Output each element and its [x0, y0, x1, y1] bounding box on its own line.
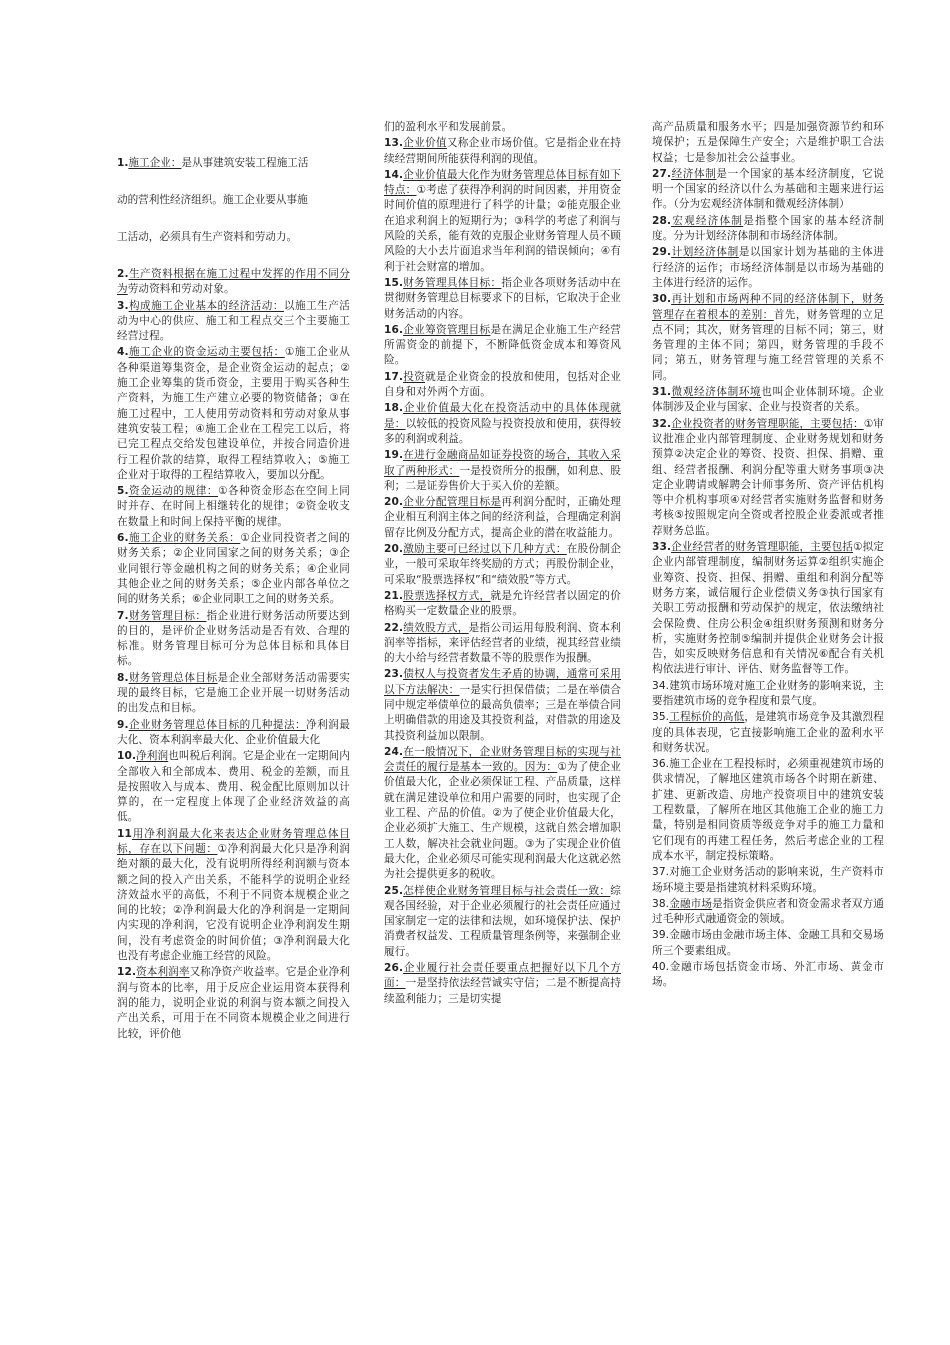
item-text: 动的营利性经济组织。施工企业要从事施: [117, 194, 308, 206]
item-text: 是指公司运用每股利润、资本利润率等指标，来评估经营者的业绩，视其经营业绩的大小给与经营者数量不等的股票作为报酬。: [384, 621, 621, 665]
item-text: ①各种资金形态在空间上同时并存、在时间上相继转化的规律；②资金收支在数量上和时间上保持平衡的规律。: [117, 485, 350, 528]
item-text: 工活动，必须具有生产资料和劳动力。: [117, 231, 298, 243]
item-number: 19.: [384, 449, 404, 462]
item-35: [652, 710, 884, 756]
item-text: 是企业全部财务活动需要实现的最终目标，它是施工企业开展一切财务活动的出发点和目标。: [117, 671, 350, 715]
item-text: 就是企业资金的投放和使用，包括对企业自身和对外两个方面。: [384, 370, 621, 399]
item-30: [652, 292, 884, 384]
item-number: 1.: [117, 157, 129, 169]
item-number: 40.: [652, 961, 670, 974]
item-number: 15.: [384, 276, 404, 289]
item-text: 对施工企业财务活动的影响来说，生产资料市场环境主要是指建筑材料采购环境。: [652, 866, 884, 894]
item-38: [652, 897, 884, 928]
item-number: 34.: [652, 679, 670, 692]
item-number: 21.: [384, 589, 404, 602]
item-title: 在一般情况下，企业财务管理目标的实现与社会责任的履行是基本一致的。因为：: [384, 745, 621, 774]
item-text: 施工企业在工程投标时，必须重视建筑市场的供求情况，了解地区建筑市场各个时期在新建、扩建、更新改造、房地产投资项目中的建筑安装工程数量，了解所在地区其他施工企业的施工力量，特别是相同资质等级竞争对手的施工力量和它们现有的再建工程任务，然后考虑企业的工程成本水平，制定投标策略。: [652, 758, 884, 862]
item-number: 37.: [652, 866, 670, 879]
item-25: [384, 884, 621, 960]
item-number: 39.: [652, 929, 670, 942]
item-14: [384, 168, 621, 275]
item-text: 以施工生产活动为中心的供应、施工和工程点交三个主要施工经营过程。: [117, 299, 350, 343]
item-28: [652, 214, 884, 245]
item-title: 企业价值最大化作为财务管理总体目标有如下特点：: [384, 168, 621, 197]
item-number: 25.: [384, 884, 404, 897]
item-number: 27.: [652, 167, 672, 180]
item-number: 2.: [117, 268, 129, 280]
item-number: 5.: [117, 485, 129, 498]
item-text: 们的盈利水平和发展前景。: [384, 121, 513, 133]
item-31: [652, 385, 884, 416]
item-text: 一是投资所分的报酬，如利息、股利；二是证券售价大于买入价的差额。: [384, 464, 621, 492]
item-title: 构成施工企业基本的经济活动：: [128, 299, 284, 312]
item-title: 资金运动的规律：: [128, 485, 219, 498]
item-20a: [384, 495, 621, 541]
item-number: 8.: [117, 671, 129, 684]
item-26-cont: [652, 120, 884, 166]
item-number: 33.: [652, 541, 672, 554]
item-text: ①审议批准企业内部管理制度、企业财务规划和财务预算②决定企业的筹资、投资、担保、捐赠、重组、经营者报酬、利润分配等重大财务事项③决定企业聘请或解聘会计师事务所、资产评估机构等中介机构事项④对经营者实施财务监督和财务考核⑤按照规定向全资或者控股企业委派或者推荐财务总监。: [652, 417, 884, 537]
item-number: 23.: [384, 668, 404, 681]
item-number: 3.: [117, 299, 129, 312]
item-36: [652, 757, 884, 864]
item-title: 股票选择权方式，: [403, 589, 491, 602]
item-number: 4.: [117, 346, 129, 359]
item-title: 用净利润最大化来表达企业财务管理总体目标，存在以下问题：: [117, 827, 350, 855]
item-text: 以较低的投资风险与投资投放和使用，获得较多的利润或利益。: [384, 417, 622, 445]
item-text: ①为了使企业价值最大化，企业必须保证工程、产品质量，这样就在满足建设单位和用户需要的同时，也实现了企业工程、产品的价值。②为了使企业价值最大化，企业必须扩大施工、生产规模，这就自然会增加职工人数，解决社会就业问题。③为了实现企业价值最大化，企业必须尽可能实现利润最大化这就必然为社会提供更多的税收。: [384, 761, 621, 881]
item-title: 财务管理具体目标：: [403, 276, 502, 289]
item-15: [384, 276, 621, 322]
column-2: [384, 120, 621, 1008]
item-title: 财务管理目标：: [128, 609, 207, 622]
item-number: 13.: [384, 137, 404, 150]
intro-line-2: [117, 193, 350, 208]
item-3: [117, 299, 350, 345]
item-39: [652, 928, 884, 959]
item-text: ①施工企业从各种渠道筹集资金，是企业资金运动的起点；②施工企业筹集的货币资金，主要用于购买各种生产资料，为施工生产建立必要的物资储备；③在施工过程中，工人使用劳动资料和劳动对象从事建筑安装工程；④施工企业在工程完工以后，将已完工程点交给发包建设单位，并按合同造价进行工程价款的结算，取得工程结算收入；⑤施工企业对于取得的工程结算收入，要加以分配。: [117, 346, 350, 481]
item-title: 金融市场: [669, 897, 713, 910]
item-title: 企业履行社会责任要重点把握好以下几个方面：: [384, 962, 621, 990]
item-number: 31.: [652, 386, 672, 399]
item-number: 12.: [117, 966, 137, 979]
item-12-cont: [384, 120, 621, 135]
item-text: 再利润分配时，正确处理企业相互利润主体之间的经济利益，合理确定利润留存比例及分配方式，提高企业的潜在收益能力。: [384, 496, 621, 539]
item-number: 36.: [652, 758, 670, 771]
item-title: 工程标价的高低: [669, 711, 745, 724]
item-text: ①拟定企业内部管理制度，编制财务运算②组织实施企业筹资、投资、担保、捐赠、重组和利润分配等财务方案，诚信履行企业偿债义务③执行国家有关职工劳动报酬和劳动保护的规定，依法缴纳社会保险费、住房公积金④组织财务预测和财务分析，实施财务控制⑤编制并提供企业财务会计报告，如实反映财务信息和有关情况⑥配合有关机构依法进行审计、评估、财务监督等工作。: [652, 541, 884, 676]
item-26: [384, 961, 621, 1007]
item-title: 投资: [403, 370, 426, 383]
item-10: [117, 749, 350, 825]
item-text: 一是坚持依法经营诚实守信；二是不断提高持续盈利能力；三是切实提: [384, 977, 622, 1005]
item-text: 金融市场由金融市场主体、金融工具和交易场所三个要素组成。: [652, 929, 884, 957]
item-title: 财务管理总体目标: [128, 671, 218, 684]
item-text: 一是实行担保借债；二是在举债合同中规定举债单位的最高负债率；三是在举债合同上明确借款的用途及其投资利益，对借款的用途及其投资利益加以限制。: [384, 683, 621, 742]
item-title: 企业价值最大化在投资活动中的具体体现就是：: [384, 402, 621, 430]
item-title: 绩效股方式，: [403, 621, 469, 634]
item-title: 企业筹资管理目标: [403, 323, 491, 336]
item-text: 是指整个国家的基本经济制度。分为计划经济体制和市场经济体制。: [652, 214, 884, 243]
item-27: [652, 167, 884, 213]
item-title: 企业价值: [403, 137, 447, 150]
item-text: 也叫税后利润。它是企业在一定期间内全部收入和全部成本、费用、税金的差额，而且是按照收入与成本、费用、税金配比原则加以计算的，在一定程度上体现了企业经济效益的高低。: [117, 750, 350, 824]
item-text: 是在满足企业施工生产经营所需资金的前提下，不断降低资金成本和筹资风险。: [384, 323, 621, 367]
item-title: 怎样使企业财务管理目标与社会责任一致：: [403, 884, 611, 897]
item-text: 是以国家计划为基础的主体进行经济的运作；市场经济体制是以市场为基础的主体进行经济的运作。: [652, 246, 884, 289]
item-title: 债权人与投资者发生矛盾的协调，通常可采用以下方法解决：: [384, 668, 621, 696]
item-6: [117, 531, 350, 607]
item-13: [384, 136, 621, 167]
item-12: [117, 965, 350, 1041]
item-text: 就是允许经营者以固定的价格购买一定数量企业的股票。: [384, 589, 621, 618]
item-text: 建筑市场环境对施工企业财务的影响来说，主要指建筑市场的竞争程度和景气度。: [652, 679, 884, 707]
item-number: 20.: [384, 543, 404, 556]
item-title: 净利润: [136, 750, 169, 763]
item-number: 30.: [652, 293, 672, 306]
item-title: 施工企业：: [128, 157, 182, 169]
item-title: 在进行金融商品如证券投资的场合，其收入采取了两种形式：: [384, 449, 621, 477]
item-17: [384, 370, 621, 401]
item-text: 指企业各项财务活动中在贯彻财务管理总目标要求下的目标，它取决于企业财务活动的内容。: [384, 276, 621, 320]
intro-block: [117, 156, 350, 245]
item-number: 26.: [384, 962, 404, 975]
item-34: [652, 679, 884, 710]
item-text: 也叫企业体制环境。企业体制涉及企业与国家、企业与投资者的关系。: [652, 386, 884, 414]
item-text: 净利润最大化、资本利润率最大化、企业价值最大化: [117, 718, 350, 746]
item-text: ，是建筑市场竞争及其激烈程度的具体表现，它直接影响施工企业的盈利水平和财务状况。: [652, 711, 884, 754]
item-8: [117, 671, 350, 717]
item-number: 7.: [117, 609, 129, 622]
item-text: 是从事建筑安装工程施工活: [181, 157, 309, 169]
item-40: [652, 960, 884, 991]
item-text: 是指资金供应者和资金需求者双方通过毛种形式融通资金的领域。: [652, 897, 884, 926]
item-text: ①考虑了获得净利润的时间因素，并用资金时间价值的原理进行了科学的计量；②能克服企业在追求利润上的短期行为；③科学的考虑了利润与风险的关系，能有效的克服企业财务管理人员不顾风险的大小去片面追求当年利润的错误倾向；④有利于社会财富的增加。: [384, 184, 621, 273]
item-22: [384, 621, 621, 667]
item-5: [117, 484, 350, 530]
item-text: 在股份制企业，一般可采取年终奖励的方式；再股份制企业，可采取“股票选择权”和“绩效股”等方式。: [384, 543, 622, 586]
item-text: ①企业同投资者之间的财务关系；②企业同国家之间的财务关系；③企业同银行等金融机构之间的财务关系；④企业同其他企业之间的财务关系；⑤企业内部各单位之间的财务关系；⑥企业同职工之间的财务关系。: [117, 532, 350, 606]
item-title: 施工企业的财务关系：: [128, 532, 241, 545]
item-title: 企业分配管理目标是: [403, 496, 502, 509]
item-37: [652, 865, 884, 896]
item-23: [384, 667, 621, 743]
item-title: 微观经济体制环境: [671, 386, 762, 399]
item-number: 10.: [117, 750, 137, 763]
item-number: 24.: [384, 745, 404, 758]
item-title: 宏观经济体制: [671, 214, 744, 227]
item-text: 又称净资产收益率。它是企业净利润与资本的比率，用于反应企业运用资本获得利润的能力，说明企业说的利润与资本额之间投入产出关系，可用于在不同资本规模企业之间进行比较，评价他: [117, 966, 351, 1040]
item-9: [117, 718, 350, 749]
item-number: 11: [117, 827, 132, 840]
item-21: [384, 589, 621, 620]
item-29: [652, 245, 884, 291]
item-number: 28.: [652, 214, 672, 227]
item-title: 生产资料根据在施工过程中发挥的作用不同分为: [117, 268, 350, 296]
item-title: 计划经济体制: [671, 246, 739, 259]
item-text: 首先，财务管理的立足点不同；其次，财务管理的目标不同；第三，财务管理的主体不同；第四，财务管理的手段不同；第五，财务管理与施工经营管理的关系不同。: [652, 308, 884, 382]
item-text: 高产品质量和服务水平；四是加强资源节约和环境保护；五是保障生产安全；六是维护职工合法权益；七是参加社会公益事业。: [652, 121, 884, 164]
item-19: [384, 448, 621, 494]
item-11: [117, 827, 350, 965]
col1-items: [117, 267, 350, 1043]
item-number: 16.: [384, 323, 404, 336]
item-7: [117, 609, 350, 670]
item-title: 激励主要可已经过以下几种方式：: [403, 543, 567, 556]
item-4: [117, 345, 350, 483]
item-2: [117, 267, 350, 298]
item-number: 35.: [652, 711, 670, 724]
item-number: 38.: [652, 897, 670, 910]
item-title: 企业经营者的财务管理职能，主要包括: [671, 541, 853, 554]
intro-line-3: [117, 230, 350, 245]
item-text: 指企业进行财务活动所要达到的目的，是评价企业财务活动是否有效、合理的标准。财务管理目标可分为总体目标和具体目标。: [117, 609, 350, 668]
item-number: 20.: [384, 496, 404, 509]
item-33: [652, 540, 884, 678]
item-text: ①净利润最大化只是净利润绝对额的最大化，没有说明所得经利润额与资本额之间的投入产出关系，不能科学的说明企业经济效益水平的高低，不利于不同资本规模企业之间的比较；②净利润最大化的净利润是一定期间内实现的净利润，它没有说明企业净利润发生期间，没有考虑资金的时间价值；③净利润最大化也没有考虑企业施工经营的风险。: [117, 842, 350, 963]
item-32: [652, 417, 884, 539]
item-text: 金融市场包括资金市场、外汇市场、黄金市场。: [652, 961, 884, 989]
item-number: 17.: [384, 370, 404, 383]
item-number: 14.: [384, 168, 404, 181]
item-18: [384, 401, 621, 447]
item-title: 施工企业的资金运动主要包括：: [128, 346, 285, 359]
item-number: 32.: [652, 417, 672, 430]
item-text: 是一个国家的基本经济制度，它说明一个国家的经济以什么为基础和主题来进行运作。（分为宏观经济体制和微观经济体制）: [652, 167, 884, 211]
item-title: 经济体制: [671, 167, 717, 180]
item-number: 22.: [384, 621, 404, 634]
item-16: [384, 323, 621, 369]
item-title: 再计划和市场两种不同的经济体制下，财务管理存在着根本的差别：: [652, 293, 884, 321]
item-1: [117, 156, 350, 171]
item-title: 企业财务管理总体目标的几种提法：: [128, 718, 307, 731]
item-title: 资本利润率: [136, 966, 190, 979]
column-3: [652, 120, 884, 992]
item-text: 劳动资料和劳动对象。: [127, 283, 235, 296]
item-24: [384, 745, 621, 883]
item-number: 6.: [117, 532, 129, 545]
item-text: 综观各国经验，对于企业必须履行的社会责任应通过国家制定一定的法律和法规，如环境保护法、保护消费者权益发、工程质量管理条例等，来强制企业履行。: [384, 884, 621, 958]
item-20b: [384, 542, 621, 588]
item-number: 18.: [384, 402, 404, 415]
item-title: 企业投资者的财务管理职能，主要包括：: [671, 417, 864, 430]
item-number: 9.: [117, 718, 129, 731]
item-number: 29.: [652, 246, 672, 259]
item-text: 又称企业市场价值。它是指企业在持续经营期间所能获得利润的现值。: [384, 137, 621, 165]
